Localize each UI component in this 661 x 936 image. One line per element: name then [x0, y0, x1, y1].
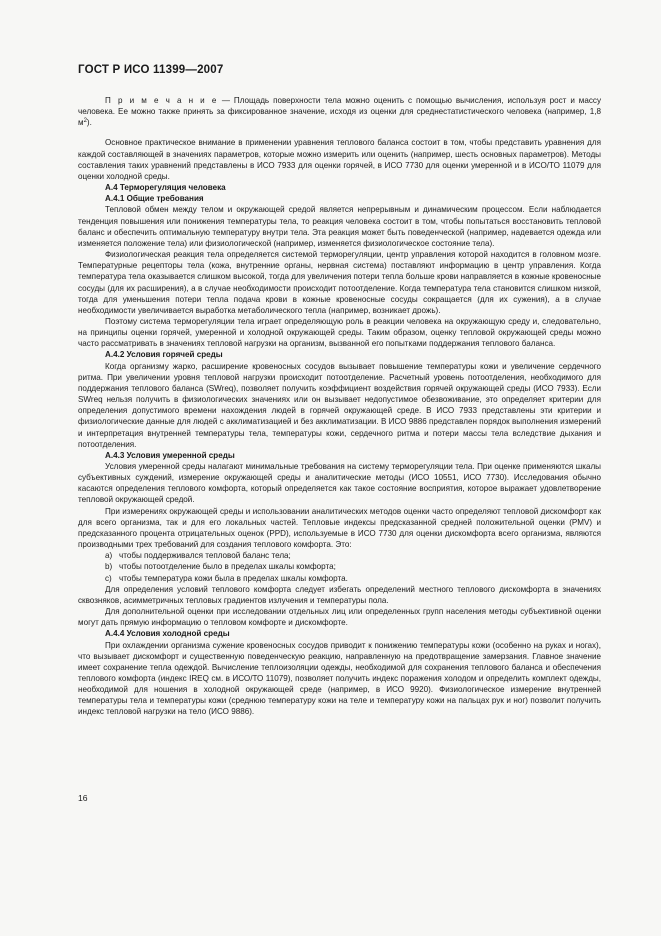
note-text: — Площадь поверхности тела можно оценить с помощью вычисления, используя рост и массу человека. Ее можно также принять за фиксированное значение, исходя из оценки для среднестатистического человека (например, 1,8 м	[78, 96, 601, 128]
intro-paragraph: Основное практическое внимание в применении уравнения теплового баланса состоит в том, чтобы представить уравнения для каждой составляющей в значениях параметров, которые можно измерить или оценить (например, шесть основных параметров). Методы составления таких уравнений представлены в ИСО 7933 для оценки горячей, в ИСО 7730 для оценки умеренной и в ИСО/ТО 11079 для оценки холодной среды.	[78, 138, 601, 181]
list-marker: b)	[105, 562, 113, 572]
section-heading-a41: А.4.1 Общие требования	[105, 194, 204, 204]
list-text: чтобы температура кожи была в пределах шкалы комфорта.	[119, 573, 348, 583]
section-heading-a43: А.4.3 Условия умеренной среды	[105, 450, 235, 460]
paragraph-a43-4: Для дополнительной оценки при исследовании отдельных лиц или определенных групп населения методы субъективной оценки могут дать прямую информацию о тепловом комфорте и дискомфорте.	[78, 607, 601, 628]
note-superscript: 2	[83, 118, 87, 125]
list-item	[105, 550, 601, 561]
paragraph-a43-3: Для определения условий теплового комфорта следует избегать определений местного теплового дискомфорта в значениях сквозняков, асимметричных тепловых градиентов излучения и температуры пола.	[78, 584, 601, 605]
section-heading-a4: А.4 Терморегуляция человека	[105, 183, 226, 193]
note-paragraph	[78, 95, 601, 128]
section-heading-a42: А.4.2 Условия горячей среды	[105, 350, 223, 360]
list-item	[105, 573, 601, 584]
page-number: 16	[78, 793, 88, 803]
paragraph-a43-2: При измерениях окружающей среды и использовании аналитических методов оценки часто определяют тепловой дискомфорт как для всего организма, так и для его локальных частей. Тепловые индексы предсказанной средней положительной оценки (PMV) и предсказанного процента отрицательных оценок (PPD), используемые в ИСО 7730 для оценки дискомфорта всего организма, являются производными трех требований для создания теплового комфорта. Это:	[78, 506, 601, 550]
list-text: чтобы поддерживался тепловой баланс тела;	[119, 551, 291, 561]
document-body	[78, 95, 601, 718]
document-header: ГОСТ Р ИСО 11399—2007	[78, 64, 224, 76]
paragraph-a41-2: Физиологическая реакция тела определяется системой терморегуляции, центр управления которой находится в головном мозге. Температурные рецепторы тела (кожа, внутренние органы, нервная система) поставляют информацию в центр управления. Когда температура тела оказывается слишком высокой, тогда для увеличения потери тепла больше крови направляется в кожные кровеносные сосуды (для их расширения), а в случае необходимости происходит потоотделение. Когда температура тела становится слишком низкой, тогда для уменьшения потери тепла подача крови в кожные кровеносные сосуды сокращается (для их сужения), а в случае необходимости увеличивается выработка метаболического тепла (например, возникает дрожь).	[78, 250, 601, 315]
paragraph-a41-1: Тепловой обмен между телом и окружающей средой является непрерывным и динамическим процессом. Если наблюдается тенденция повышения или понижения температуры тела, то реакция человека состоит в том, чтобы попытаться восстановить тепловой баланс и обеспечить оптимальную температуру внутри тела. Эта реакция может быть поведенческой (например, надевается одежда или изменяется положение тела) или физиологической (например, изменяется физиологическое состояние тела).	[78, 205, 601, 248]
section-heading-a44: А.4.4 Условия холодной среды	[105, 629, 230, 639]
list-marker: с)	[105, 573, 112, 583]
note-label: П р и м е ч а н и е	[105, 96, 218, 105]
note-text-end: ).	[86, 118, 92, 128]
paragraph-a42: Когда организму жарко, расширение кровеносных сосудов вызывает повышение температуры кожи и увеличение сердечного ритма. При увеличении уровня тепловой нагрузки происходит потоотделение. Расчетный уровень потоотделения, необходимого для поддержания теплового баланса (SWreq), позволяет получить коэффициент воздействия горячей окружающей среды (ИСО 7933). Если SWreq нельзя получить в физиологических значениях или он вызывает недопустимое обезвоживание, это определяет критерии для определения допустимого времени нахождения людей в горячей окружающей среде. В ИСО 7933 представлены эти критерии и физиологические данные для людей с акклиматизацией и без акклиматизации. В ИСО 9886 представлен порядок выполнения измерений и интерпретация внутренней температуры тела, температуры кожи, сердечного ритма и потери массы тела вследствие дыхания и потоотделения.	[78, 361, 601, 449]
paragraph-a44: При охлаждении организма сужение кровеносных сосудов приводит к понижению температуры кожи (особенно на руках и ногах), что вызывает дискомфорт и существенную поведенческую реакцию, направленную на предотвращение замерзания. Главное значение имеет сохранение тепла одеждой. Вычисление теплоизоляции одежды, необходимой для сохранения теплового баланса и обеспечения теплового комфорта (индекс IREQ см. в ИСО/ТО 11079), позволяет получить индекс поражения холодом и определить комплект одежды, необходимой для ношения в холодной окружающей среде (например, в ИСО 9920). Физиологическое измерение внутренней температуры тела и температуры кожи (среднюю температуру кожи на теле и температуру кожи на пальцах рук и ног) позволит получить индекс тепловой нагрузки на тело (ИСО 9886).	[78, 640, 601, 717]
list-item	[105, 561, 601, 572]
paragraph-a41-3: Поэтому система терморегуляции тела играет определяющую роль в реакции человека на окружающую среду и, следовательно, на принципы оценки горячей, умеренной и холодной окружающей среды. Таким образом, оценку тепловой окружающей среды можно часто рассматривать в значениях тепловой нагрузки на организм, вызванной его попытками поддержания теплового баланса.	[78, 316, 601, 349]
paragraph-a43-1: Условия умеренной среды налагают минимальные требования на систему терморегуляции тела. При оценке применяются шкалы субъективных суждений, измерение окружающей среды и аналитические методы (ИСО 10551, ИСО 7730). Исследования обычно касаются определения теплового комфорта, который определяется как такое состояние восприятия, которое выражает удовлетворение тепловой окружающей средой.	[78, 462, 601, 505]
list-marker: а)	[105, 551, 113, 561]
list-text: чтобы потоотделение было в пределах шкалы комфорта;	[119, 562, 336, 572]
